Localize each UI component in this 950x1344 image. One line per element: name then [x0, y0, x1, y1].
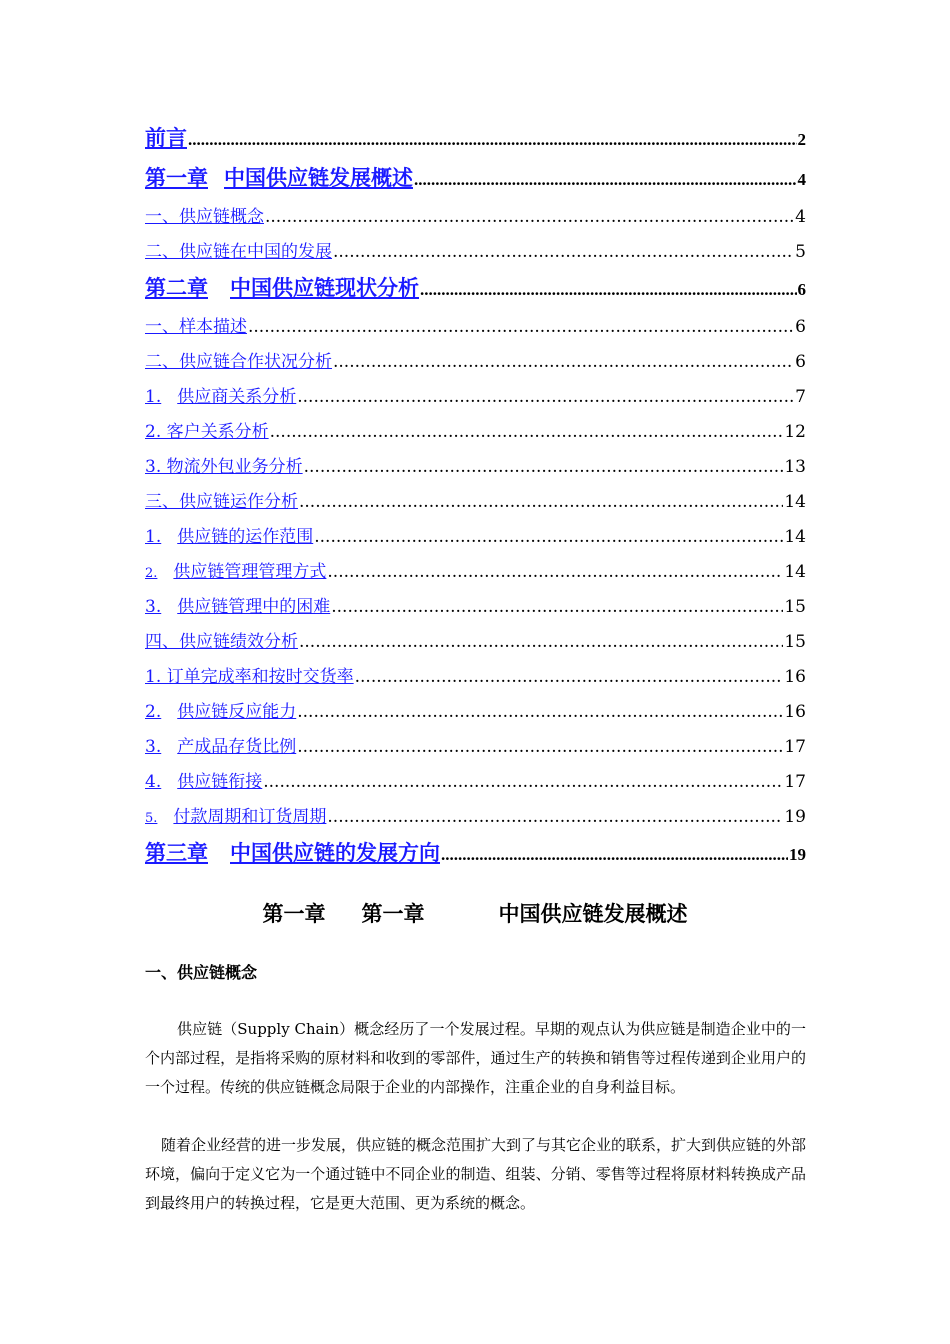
toc-link[interactable]: 1. 订单完成率和按时交货率: [145, 667, 354, 687]
toc-leader: [265, 207, 794, 227]
toc-page-number: 4: [797, 170, 806, 189]
toc-page-number: 12: [784, 422, 806, 442]
toc-page-number: 7: [795, 387, 806, 407]
toc-link[interactable]: 二、供应链在中国的发展: [145, 242, 332, 262]
toc-page-number: 13: [784, 457, 806, 477]
toc-link[interactable]: 1. 供应链的运作范围: [145, 527, 314, 547]
toc-page-number: 14: [784, 492, 806, 512]
toc-link[interactable]: 三、供应链运作分析: [145, 492, 298, 512]
toc-entry-chapter-1[interactable]: [145, 162, 806, 202]
toc-entry[interactable]: [145, 237, 806, 272]
toc-entry-chapter-3[interactable]: [145, 837, 806, 877]
toc-link[interactable]: 3. 产成品存货比例: [145, 737, 297, 757]
toc-page-number: 17: [784, 772, 806, 792]
toc-page-number: 2: [797, 130, 806, 149]
toc-link[interactable]: 1. 供应商关系分析: [145, 387, 297, 407]
toc-leader: [270, 422, 784, 442]
toc-entry[interactable]: [145, 732, 806, 767]
toc-leader: [314, 527, 783, 547]
toc-page-number: 14: [784, 562, 806, 582]
chapter-heading-part: 第一章: [361, 902, 425, 926]
toc-entry[interactable]: [145, 662, 806, 697]
toc-leader: [327, 807, 783, 827]
toc-leader: [304, 457, 784, 477]
toc-entry[interactable]: [145, 802, 806, 837]
toc-page-number: 19: [784, 807, 806, 827]
toc-link[interactable]: 一、供应链概念: [145, 207, 264, 227]
toc-page-number: 6: [795, 352, 806, 372]
toc-entry[interactable]: [145, 697, 806, 732]
toc-leader: [420, 280, 797, 300]
toc-link[interactable]: 四、供应链绩效分析: [145, 632, 298, 652]
toc-leader: [441, 845, 788, 865]
toc-entry[interactable]: [145, 452, 806, 487]
toc-link[interactable]: 二、供应链合作状况分析: [145, 352, 332, 372]
toc-entry[interactable]: [145, 382, 806, 417]
toc-page-number: 4: [795, 207, 806, 227]
body-paragraph: 随着企业经营的进一步发展，供应链的概念范围扩大到了与其它企业的联系，扩大到供应链的外部环境，偏向于定义它为一个通过链中不同企业的制造、组装、分销、零售等过程将原材料转换成产品到最终用户的转换过程，它是更大范围、更为系统的概念。: [145, 1136, 807, 1212]
toc-page-number: 17: [784, 737, 806, 757]
toc-leader: [327, 562, 783, 582]
toc-page-number: 15: [784, 632, 806, 652]
toc-page-number: 6: [795, 317, 806, 337]
chapter-heading-part: 第一章: [262, 902, 326, 926]
toc-leader: [299, 492, 783, 512]
toc-link[interactable]: 3. 供应链管理中的困难: [145, 597, 331, 617]
toc-entry-chapter-2[interactable]: [145, 272, 806, 312]
toc-entry[interactable]: [145, 347, 806, 382]
toc-leader: [333, 352, 794, 372]
toc-page-number: 16: [784, 667, 806, 687]
toc-leader: [297, 387, 794, 407]
toc-entry[interactable]: [145, 202, 806, 237]
chapter-heading-title: 中国供应链发展概述: [498, 902, 688, 926]
toc-leader: [299, 632, 783, 652]
table-of-contents: [145, 122, 806, 877]
toc-page-number: 14: [784, 527, 806, 547]
toc-page-number: 19: [789, 845, 806, 864]
toc-entry-preface[interactable]: [145, 122, 806, 162]
toc-link-chapter-3[interactable]: 第三章 中国供应链的发展方向: [145, 841, 440, 865]
toc-leader: [414, 170, 797, 190]
toc-entry[interactable]: [145, 767, 806, 802]
toc-entry[interactable]: [145, 487, 806, 522]
toc-link[interactable]: 3. 物流外包业务分析: [145, 457, 303, 477]
toc-leader: [297, 702, 783, 722]
toc-leader: [248, 317, 794, 337]
toc-leader: [297, 737, 783, 757]
section-heading: 一、供应链概念: [145, 963, 258, 982]
toc-page-number: 15: [784, 597, 806, 617]
toc-entry[interactable]: [145, 557, 806, 592]
toc-leader: [355, 667, 784, 687]
toc-entry[interactable]: [145, 522, 806, 557]
toc-link[interactable]: 2. 供应链反应能力: [145, 702, 297, 722]
toc-link-preface[interactable]: 前言: [145, 126, 187, 150]
toc-entry[interactable]: [145, 312, 806, 347]
toc-leader: [263, 772, 783, 792]
toc-link[interactable]: 2. 供应链管理管理方式: [145, 562, 327, 582]
toc-entry[interactable]: [145, 592, 806, 627]
toc-entry[interactable]: [145, 627, 806, 662]
toc-entry[interactable]: [145, 417, 806, 452]
toc-leader: [331, 597, 783, 617]
toc-leader: [333, 242, 794, 262]
chapter-heading: [0, 898, 950, 928]
toc-link[interactable]: 4. 供应链衔接: [145, 772, 263, 792]
toc-page-number: 16: [784, 702, 806, 722]
toc-link[interactable]: 5. 付款周期和订货周期: [145, 807, 327, 827]
toc-link[interactable]: 2. 客户关系分析: [145, 422, 269, 442]
toc-link-chapter-2[interactable]: 第二章 中国供应链现状分析: [145, 276, 419, 300]
body-paragraph: 供应链（Supply Chain）概念经历了一个发展过程。早期的观点认为供应链是制造企业中的一个内部过程，是指将采购的原材料和收到的零部件，通过生产的转换和销售等过程传递到企业用户的一个过程。传统的供应链概念局限于企业的内部操作，注重企业的自身利益目标。: [145, 1020, 806, 1096]
toc-leader: [188, 130, 797, 150]
toc-link-chapter-1[interactable]: 第一章 中国供应链发展概述: [145, 166, 413, 190]
toc-page-number: 6: [797, 280, 806, 299]
toc-page-number: 5: [795, 242, 806, 262]
toc-link[interactable]: 一、样本描述: [145, 317, 247, 337]
